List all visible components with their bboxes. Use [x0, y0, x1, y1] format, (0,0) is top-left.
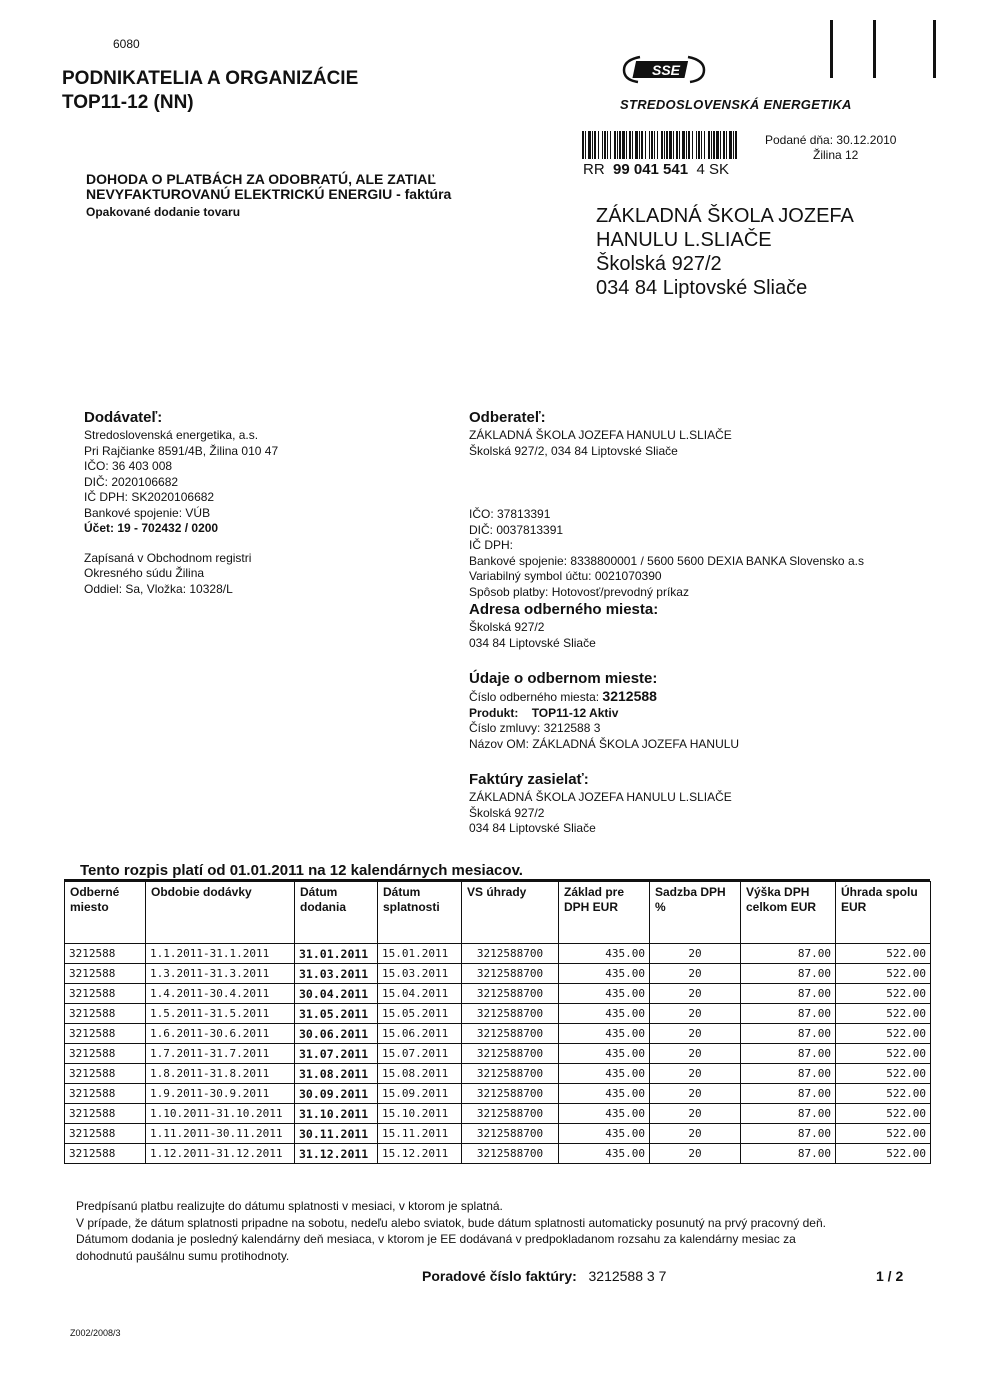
table-cell: 87.00	[741, 1144, 836, 1164]
segment-title	[62, 67, 358, 115]
table-cell: 20	[650, 1104, 741, 1124]
table-cell: 31.07.2011	[295, 1044, 378, 1064]
table-cell: 3212588	[65, 1084, 146, 1104]
table-cell: 1.8.2011-31.8.2011	[146, 1064, 295, 1084]
table-cell: 435.00	[559, 1044, 650, 1064]
table-cell: 3212588	[65, 984, 146, 1004]
segment-title-line1: PODNIKATELIA A ORGANIZÁCIE	[62, 68, 359, 89]
table-cell: 31.08.2011	[295, 1064, 378, 1084]
table-row	[65, 944, 931, 964]
table-cell: 435.00	[559, 1144, 650, 1164]
col-header: Základ pre DPH EUR	[559, 882, 650, 944]
col-header: Dátum splatnosti	[378, 882, 462, 944]
table-cell: 15.04.2011	[378, 984, 462, 1004]
table-cell: 522.00	[836, 1144, 931, 1164]
table-cell: 15.01.2011	[378, 944, 462, 964]
col-header: Dátum dodania	[295, 882, 378, 944]
table-cell: 87.00	[741, 984, 836, 1004]
document-title: DOHODA O PLATBÁCH ZA ODOBRATÚ, ALE ZATIAĽ NEVYFAKTUROVANÚ ELEKTRICKÚ ENERGIU - faktúra	[86, 171, 452, 202]
table-cell: 15.11.2011	[378, 1124, 462, 1144]
table-cell: 20	[650, 1004, 741, 1024]
svg-text:SSE: SSE	[651, 62, 681, 78]
table-cell: 31.05.2011	[295, 1004, 378, 1024]
table-cell: 3212588	[65, 1144, 146, 1164]
table-cell: 3212588700	[462, 1064, 559, 1084]
table-cell: 87.00	[741, 1084, 836, 1104]
table-row	[65, 1004, 931, 1024]
table-cell: 522.00	[836, 1124, 931, 1144]
invoice-number-value: 3212588 3 7	[588, 1268, 667, 1284]
table-row	[65, 1024, 931, 1044]
supplier-heading: Dodávateľ:	[84, 409, 163, 426]
table-cell: 31.10.2011	[295, 1104, 378, 1124]
table-cell: 20	[650, 1124, 741, 1144]
table-cell: 522.00	[836, 1064, 931, 1084]
table-cell: 1.9.2011-30.9.2011	[146, 1084, 295, 1104]
barcode-number: RR 99 041 541 4 SK	[583, 161, 729, 178]
table-cell: 435.00	[559, 1124, 650, 1144]
table-cell: 3212588	[65, 1004, 146, 1024]
supplier-block: Dodávateľ: Stredoslovenská energetika, a.s. Pri Rajčianke 8591/4B, Žilina 010 47 IČO: 36 403 008 DIČ: 2020106682 IČ DPH: SK2020106682 Bankové spojenie: VÚB Účet: 19 - 702432 / 0200 Zapísaná v Obchodnom registri Okresného súdu Žilina Oddiel: Sa, Vložka: 10328/L	[84, 409, 279, 596]
table-row	[65, 1104, 931, 1124]
table-cell: 1.6.2011-30.6.2011	[146, 1024, 295, 1044]
segment-title-line2: TOP11-12 (NN)	[62, 92, 194, 113]
table-row	[65, 964, 931, 984]
table-cell: 522.00	[836, 944, 931, 964]
table-cell: 15.06.2011	[378, 1024, 462, 1044]
table-cell: 3212588	[65, 964, 146, 984]
table-cell: 30.09.2011	[295, 1084, 378, 1104]
table-cell: 3212588	[65, 1064, 146, 1084]
table-cell: 87.00	[741, 1024, 836, 1044]
table-cell: 15.07.2011	[378, 1044, 462, 1064]
submitted-label: Podané dňa:	[765, 133, 834, 147]
table-cell: 522.00	[836, 964, 931, 984]
table-cell: 522.00	[836, 984, 931, 1004]
table-cell: 20	[650, 984, 741, 1004]
barcode-number-bold: 99 041 541	[613, 161, 689, 178]
table-cell: 435.00	[559, 1104, 650, 1124]
table-cell: 522.00	[836, 1104, 931, 1124]
table-cell: 3212588	[65, 944, 146, 964]
send-invoices-heading: Faktúry zasielať:	[469, 771, 589, 788]
table-cell: 3212588	[65, 1124, 146, 1144]
col-header: Odberné miesto	[65, 882, 146, 944]
table-cell: 30.11.2011	[295, 1124, 378, 1144]
table-cell: 3212588	[65, 1024, 146, 1044]
table-cell: 31.01.2011	[295, 944, 378, 964]
table-cell: 435.00	[559, 1064, 650, 1084]
document-code: 6080	[113, 37, 140, 51]
table-cell: 435.00	[559, 1004, 650, 1024]
table-cell: 435.00	[559, 944, 650, 964]
product-name: TOP11-12 Aktiv	[531, 705, 619, 720]
table-cell: 3212588700	[462, 964, 559, 984]
col-header: Sadzba DPH %	[650, 882, 741, 944]
supplier-account: Účet: 19 - 702432 / 0200	[84, 521, 219, 535]
form-code: Z002/2008/3	[70, 1328, 121, 1338]
table-cell: 522.00	[836, 1004, 931, 1024]
table-row	[65, 1144, 931, 1164]
invoice-number	[422, 1268, 666, 1284]
table-row	[65, 1064, 931, 1084]
table-cell: 3212588700	[462, 944, 559, 964]
table-cell: 87.00	[741, 1104, 836, 1124]
table-cell: 31.03.2011	[295, 964, 378, 984]
table-cell: 435.00	[559, 1084, 650, 1104]
table-cell: 1.12.2011-31.12.2011	[146, 1144, 295, 1164]
company-name: STREDOSLOVENSKÁ ENERGETIKA	[620, 97, 852, 112]
table-cell: 20	[650, 1024, 741, 1044]
recipient-address: ZÁKLADNÁ ŠKOLA JOZEFA HANULU L.SLIAČE Školská 927/2 034 84 Liptovské Sliače	[596, 205, 854, 299]
schedule-title: Tento rozpis platí od 01.01.2011 na 12 kalendárnych mesiacov.	[80, 862, 523, 879]
col-header: VS úhrady	[462, 882, 559, 944]
table-cell: 15.03.2011	[378, 964, 462, 984]
table-row	[65, 1044, 931, 1064]
table-cell: 522.00	[836, 1024, 931, 1044]
payment-notes: Predpísanú platbu realizujte do dátumu splatnosti v mesiaci, v ktorom je splatná. V prípade, že dátum splatnosti pripadne na sobotu, nedeľu alebo sviatok, bude dátum splatnosti automaticky posunutý na prvý pracovný deň. Dátumom dodania je posledný kalendárny deň mesiaca, v ktorom je EE dodávaná v predpokladanom rozsahu za kalendárny mesiac za dohodnutú paušálnu sumu protihodnoty.	[76, 1199, 826, 1263]
table-cell: 435.00	[559, 964, 650, 984]
payment-schedule-table	[64, 881, 931, 1164]
table-cell: 3212588	[65, 1104, 146, 1124]
table-cell: 522.00	[836, 1044, 931, 1064]
page-number: 1 / 2	[876, 1268, 904, 1284]
customer-heading: Odberateľ:	[469, 409, 546, 426]
site-address-heading: Adresa odberného miesta:	[469, 601, 659, 618]
col-header: Výška DPH celkom EUR	[741, 882, 836, 944]
barcode-icon	[582, 131, 738, 159]
submitted-date: 30.12.2010	[836, 133, 897, 147]
table-cell: 435.00	[559, 984, 650, 1004]
table-cell: 87.00	[741, 944, 836, 964]
table-cell: 87.00	[741, 1124, 836, 1144]
table-cell: 1.7.2011-31.7.2011	[146, 1044, 295, 1064]
table-cell: 1.1.2011-31.1.2011	[146, 944, 295, 964]
table-cell: 87.00	[741, 1004, 836, 1024]
table-cell: 15.09.2011	[378, 1084, 462, 1104]
table-cell: 15.10.2011	[378, 1104, 462, 1124]
submitted-place: Žilina 12	[813, 148, 859, 162]
table-cell: 30.04.2011	[295, 984, 378, 1004]
table-cell: 15.05.2011	[378, 1004, 462, 1024]
table-cell: 15.12.2011	[378, 1144, 462, 1164]
col-header: Úhrada spolu EUR	[836, 882, 931, 944]
table-row	[65, 984, 931, 1004]
table-cell: 1.3.2011-31.3.2011	[146, 964, 295, 984]
table-cell: 3212588700	[462, 1124, 559, 1144]
table-cell: 1.11.2011-30.11.2011	[146, 1124, 295, 1144]
table-cell: 20	[650, 1084, 741, 1104]
site-number: 3212588	[602, 688, 657, 704]
table-cell: 20	[650, 1064, 741, 1084]
company-logo	[618, 52, 848, 91]
sorting-bars-icon	[820, 20, 940, 80]
table-cell: 87.00	[741, 964, 836, 984]
table-cell: 20	[650, 1044, 741, 1064]
table-cell: 20	[650, 944, 741, 964]
table-cell: 3212588700	[462, 1084, 559, 1104]
document-subtitle: Opakované dodanie tovaru	[86, 205, 241, 219]
table-cell: 522.00	[836, 1084, 931, 1104]
table-cell: 3212588700	[462, 1044, 559, 1064]
table-cell: 87.00	[741, 1064, 836, 1084]
invoice-number-label: Poradové číslo faktúry:	[422, 1268, 577, 1284]
table-cell: 30.06.2011	[295, 1024, 378, 1044]
submitted-stamp	[765, 133, 896, 163]
table-cell: 1.10.2011-31.10.2011	[146, 1104, 295, 1124]
sse-logo-icon	[618, 52, 710, 86]
table-cell: 3212588	[65, 1044, 146, 1064]
customer-block: Odberateľ: ZÁKLADNÁ ŠKOLA JOZEFA HANULU L.SLIAČE Školská 927/2, 034 84 Liptovské Sliače IČO: 37813391 DIČ: 0037813391 IČ DPH: Bankové spojenie: 8338800001 / 5600 5600 DEXIA BANKA Slovensko a.s Variabilný symbol účtu: 0021070390 Spôsob platby: Hotovosť/prevodný príkaz Adresa odberného miesta: Školská 927/2 034 84 Liptovské Sliače Údaje o odbernom mieste: Číslo odberného miesta: 3212588 Produkt: TOP11-12 Aktiv Číslo zmluvy: 3212588 3 Názov OM: ZÁKLADNÁ ŠKOLA JOZEFA HANULU Faktúry zasielať: ZÁKLADNÁ ŠKOLA JOZEFA HANULU L.SLIAČE Školská 927/2 034 84 Liptovské Sliače	[469, 409, 864, 835]
table-cell: 3212588700	[462, 1144, 559, 1164]
table-cell: 3212588700	[462, 1024, 559, 1044]
table-cell: 3212588700	[462, 1104, 559, 1124]
table-header-row	[65, 882, 931, 944]
table-cell: 435.00	[559, 1024, 650, 1044]
table-row	[65, 1124, 931, 1144]
table-cell: 1.4.2011-30.4.2011	[146, 984, 295, 1004]
table-cell: 31.12.2011	[295, 1144, 378, 1164]
table-cell: 3212588700	[462, 984, 559, 1004]
table-cell: 1.5.2011-31.5.2011	[146, 1004, 295, 1024]
site-info-heading: Údaje o odbernom mieste:	[469, 670, 658, 687]
table-cell: 87.00	[741, 1044, 836, 1064]
table-cell: 15.08.2011	[378, 1064, 462, 1084]
table-row	[65, 1084, 931, 1104]
table-cell: 20	[650, 1144, 741, 1164]
table-cell: 20	[650, 964, 741, 984]
col-header: Obdobie dodávky	[146, 882, 295, 944]
table-cell: 3212588700	[462, 1004, 559, 1024]
